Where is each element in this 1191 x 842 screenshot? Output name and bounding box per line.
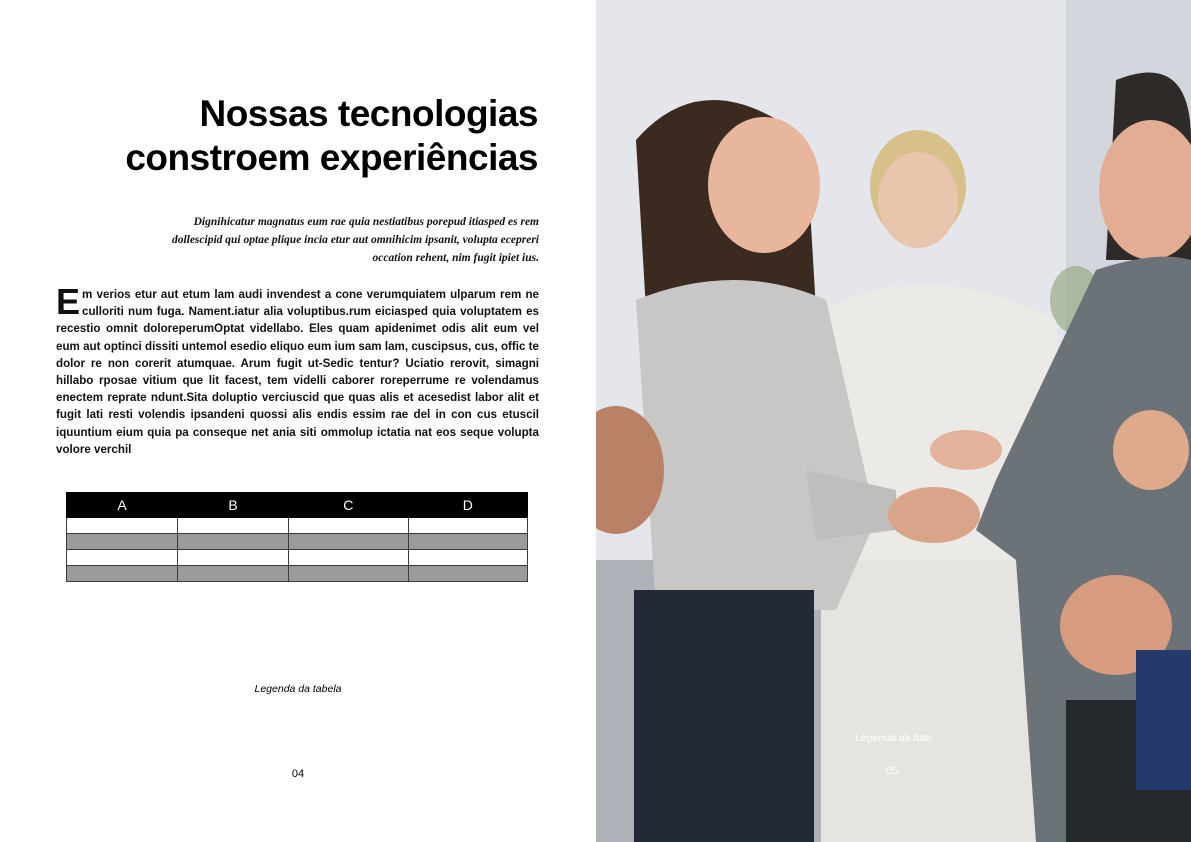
title-line-1: Nossas tecnologias — [199, 93, 538, 134]
table-cell — [178, 550, 289, 566]
table-row — [67, 534, 528, 550]
page-number-right: 05 — [885, 765, 899, 777]
table-row — [67, 566, 528, 582]
table-cell — [67, 566, 178, 582]
table-cell — [289, 534, 408, 550]
table-cell — [289, 566, 408, 582]
page-title — [80, 92, 538, 180]
data-table — [66, 492, 528, 582]
table-row — [67, 550, 528, 566]
table-header-cell: A — [67, 493, 178, 518]
page-number-left: 04 — [291, 768, 305, 780]
table-cell — [408, 550, 527, 566]
table-header-cell: D — [408, 493, 527, 518]
table-cell — [289, 518, 408, 534]
business-people-photo — [596, 0, 1191, 842]
drop-cap: E — [56, 281, 81, 322]
table-cell — [178, 534, 289, 550]
table-cell — [67, 550, 178, 566]
body-text: m verios etur aut etum lam audi invendest a cone verumquiatem ulparum rem ne culloriti num fuga. Nament.iatur alia voluptibus.rum eiciasped quia voluptatem es recestio omnit doloreperumOptat videllabo. Eles quam apidenimet odis alit eum vel eum aut optinci dissiti untemol esedio eliquo eum ium sam lam, cuscipsus, cus, offic te dolor re non corerit atumquae. Arum fugit ut-Sedic tentur? Uciatio rerovit, simagni hillabo rposae vitium que lit facest, tem videlli caborer roreperrume re volendamus enectem reprate ndunt.Sita doluptio verciuscid que quas alis et acesedist labor alit et fugit lati resti volendis ipsandeni quossi alis endis essim rae del in con cus etuscil iquuntium eium quia pa conseque net ania siti ommolup ictatia nat eos seque volupta volore verchil — [56, 288, 539, 456]
body-paragraph — [56, 281, 539, 458]
title-line-2: constroem experiências — [125, 137, 538, 178]
table-cell — [408, 518, 527, 534]
lead-paragraph: Dignihicatur magnatus eum rae quia nestiatibus porepud itiasped es rem dollescipid qui optae plique incia etur aut omnihicim ipsanit, volupta ecepreri occation rehent, nim fugit ipiet ius. — [171, 216, 539, 264]
table-cell — [178, 566, 289, 582]
photo-caption: Legenda da foto — [855, 732, 931, 744]
right-page-photo — [596, 0, 1191, 842]
table-header-cell: B — [178, 493, 289, 518]
table-cell — [178, 518, 289, 534]
table-header-row — [67, 493, 528, 518]
table-cell — [67, 518, 178, 534]
table-cell — [408, 566, 527, 582]
table-cell — [67, 534, 178, 550]
table-cell — [408, 534, 527, 550]
table-caption: Legenda da tabela — [254, 683, 342, 695]
table-header-cell: C — [289, 493, 408, 518]
table-cell — [289, 550, 408, 566]
table-row — [67, 518, 528, 534]
